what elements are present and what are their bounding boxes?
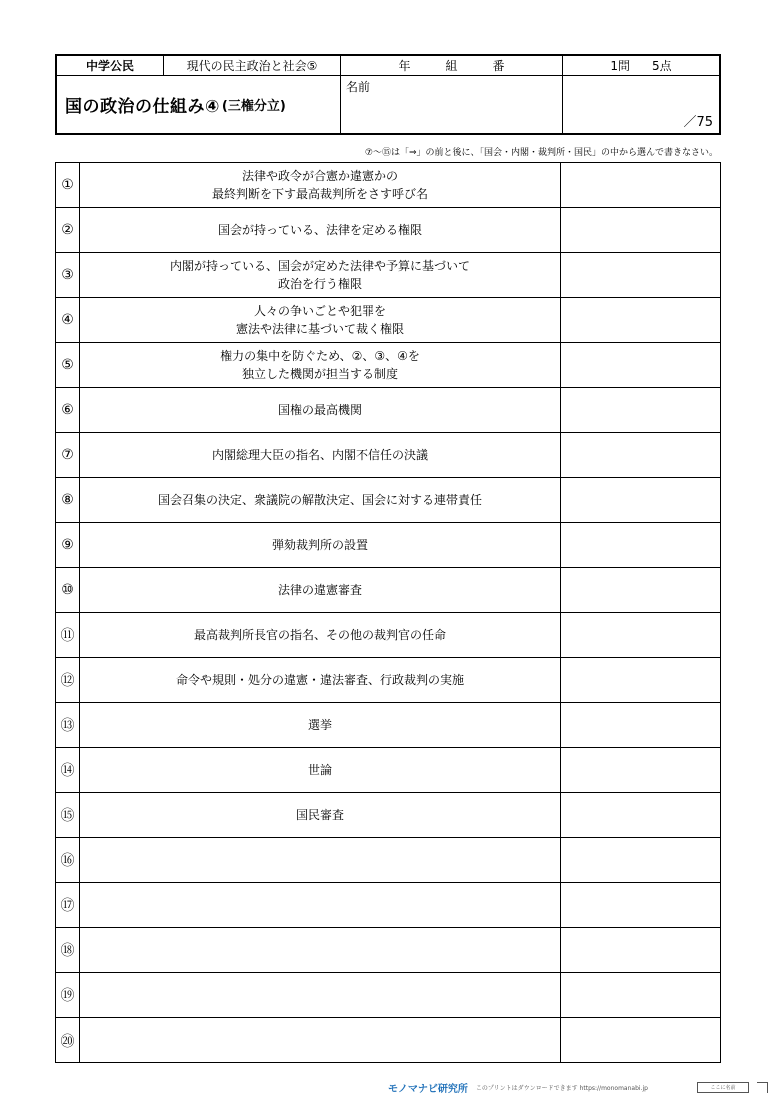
question-text: 権力の集中を防ぐため、②、③、④を 独立した機関が担当する制度 xyxy=(80,343,561,387)
total-score-field[interactable] xyxy=(563,76,719,133)
answer-field[interactable] xyxy=(561,523,720,567)
question-number: ⑱ xyxy=(56,928,80,972)
name-label: 名前 xyxy=(346,80,371,94)
question-text: 世論 xyxy=(80,748,561,792)
title-sub: (三権分立) xyxy=(221,99,286,114)
question-row xyxy=(56,1018,720,1063)
answer-field[interactable] xyxy=(561,388,720,432)
question-row xyxy=(56,793,720,838)
question-number: ⑪ xyxy=(56,613,80,657)
question-row xyxy=(56,388,720,433)
footer-text: このプリントはダウンロードできます https://monomanabi.jp xyxy=(475,1084,648,1092)
question-number: ⑤ xyxy=(56,343,80,387)
answer-field[interactable] xyxy=(561,748,720,792)
answer-field[interactable] xyxy=(561,703,720,747)
question-number: ⑨ xyxy=(56,523,80,567)
answer-field[interactable] xyxy=(561,478,720,522)
score-per-label: 1問 xyxy=(610,59,630,73)
subject-label: 中学公民 xyxy=(57,56,164,76)
question-row xyxy=(56,253,720,298)
question-row xyxy=(56,748,720,793)
score-info xyxy=(563,56,719,76)
question-text xyxy=(80,973,561,1017)
question-row xyxy=(56,883,720,928)
answer-field[interactable] xyxy=(561,838,720,882)
answer-field[interactable] xyxy=(561,343,720,387)
question-number: ⑧ xyxy=(56,478,80,522)
question-number: ⑩ xyxy=(56,568,80,612)
question-number: ⑮ xyxy=(56,793,80,837)
class-label: 組 xyxy=(445,59,458,73)
question-text xyxy=(80,1018,561,1063)
question-text: 国会召集の決定、衆議院の解散決定、国会に対する連帯責任 xyxy=(80,478,561,522)
footer xyxy=(388,1080,768,1094)
question-number: ⑫ xyxy=(56,658,80,702)
question-number: ⑳ xyxy=(56,1018,80,1063)
answer-field[interactable] xyxy=(561,658,720,702)
name-field[interactable] xyxy=(341,76,563,133)
question-text: 人々の争いごとや犯罪を 憲法や法律に基づいて裁く権限 xyxy=(80,298,561,342)
question-row xyxy=(56,613,720,658)
question-text: 法律や政令が合憲か違憲かの 最終判断を下す最高裁判所をさす呼び名 xyxy=(80,163,561,207)
question-number: ③ xyxy=(56,253,80,297)
score-points-label: 5点 xyxy=(652,59,672,73)
footer-box: ここに名前 xyxy=(697,1082,749,1093)
question-text: 内閣が持っている、国会が定めた法律や予算に基づいて 政治を行う権限 xyxy=(80,253,561,297)
question-row xyxy=(56,523,720,568)
answer-field[interactable] xyxy=(561,253,720,297)
question-number: ④ xyxy=(56,298,80,342)
question-text xyxy=(80,838,561,882)
question-number: ⑯ xyxy=(56,838,80,882)
question-row xyxy=(56,973,720,1018)
question-text: 国民審査 xyxy=(80,793,561,837)
answer-field[interactable] xyxy=(561,163,720,207)
question-row xyxy=(56,478,720,523)
answer-field[interactable] xyxy=(561,568,720,612)
corner-mark-icon xyxy=(757,1082,768,1093)
answer-field[interactable] xyxy=(561,883,720,927)
answer-field[interactable] xyxy=(561,928,720,972)
answer-field[interactable] xyxy=(561,613,720,657)
number-label: 番 xyxy=(492,59,505,73)
answer-field[interactable] xyxy=(561,1018,720,1063)
question-number: ⑭ xyxy=(56,748,80,792)
question-text: 国権の最高機関 xyxy=(80,388,561,432)
header-table xyxy=(55,54,721,135)
question-text: 法律の違憲審査 xyxy=(80,568,561,612)
instruction-note: ⑦〜⑮は「⇒」の前と後に、「国会・内閣・裁判所・国民」の中から選んで書きなさい。 xyxy=(364,148,718,158)
question-row xyxy=(56,163,720,208)
question-number: ⑦ xyxy=(56,433,80,477)
question-text xyxy=(80,883,561,927)
question-row xyxy=(56,838,720,883)
answer-field[interactable] xyxy=(561,208,720,252)
question-row xyxy=(56,703,720,748)
unit-label: 現代の民主政治と社会⑤ xyxy=(164,56,341,76)
question-number: ⑥ xyxy=(56,388,80,432)
question-number: ⑬ xyxy=(56,703,80,747)
publisher-logo: モノマナビ研究所 xyxy=(388,1083,468,1095)
question-row xyxy=(56,298,720,343)
question-text: 弾劾裁判所の設置 xyxy=(80,523,561,567)
answer-field[interactable] xyxy=(561,298,720,342)
question-text: 選挙 xyxy=(80,703,561,747)
year-label: 年 xyxy=(398,59,411,73)
question-row xyxy=(56,928,720,973)
class-fields[interactable] xyxy=(341,56,563,76)
question-text: 国会が持っている、法律を定める権限 xyxy=(80,208,561,252)
question-row xyxy=(56,433,720,478)
question-text xyxy=(80,928,561,972)
question-row xyxy=(56,658,720,703)
question-number: ② xyxy=(56,208,80,252)
question-table xyxy=(55,162,721,1063)
question-text: 命令や規則・処分の違憲・違法審査、行政裁判の実施 xyxy=(80,658,561,702)
answer-field[interactable] xyxy=(561,433,720,477)
answer-field[interactable] xyxy=(561,793,720,837)
question-row xyxy=(56,208,720,253)
title-main: 国の政治の仕組み④ xyxy=(65,97,220,117)
question-row xyxy=(56,343,720,388)
question-number: ⑰ xyxy=(56,883,80,927)
question-row xyxy=(56,568,720,613)
worksheet-title xyxy=(57,76,341,133)
answer-field[interactable] xyxy=(561,973,720,1017)
question-text: 内閣総理大臣の指名、内閣不信任の決議 xyxy=(80,433,561,477)
total-score-label: ／75 xyxy=(683,115,713,130)
question-number: ⑲ xyxy=(56,973,80,1017)
question-number: ① xyxy=(56,163,80,207)
question-text: 最高裁判所長官の指名、その他の裁判官の任命 xyxy=(80,613,561,657)
